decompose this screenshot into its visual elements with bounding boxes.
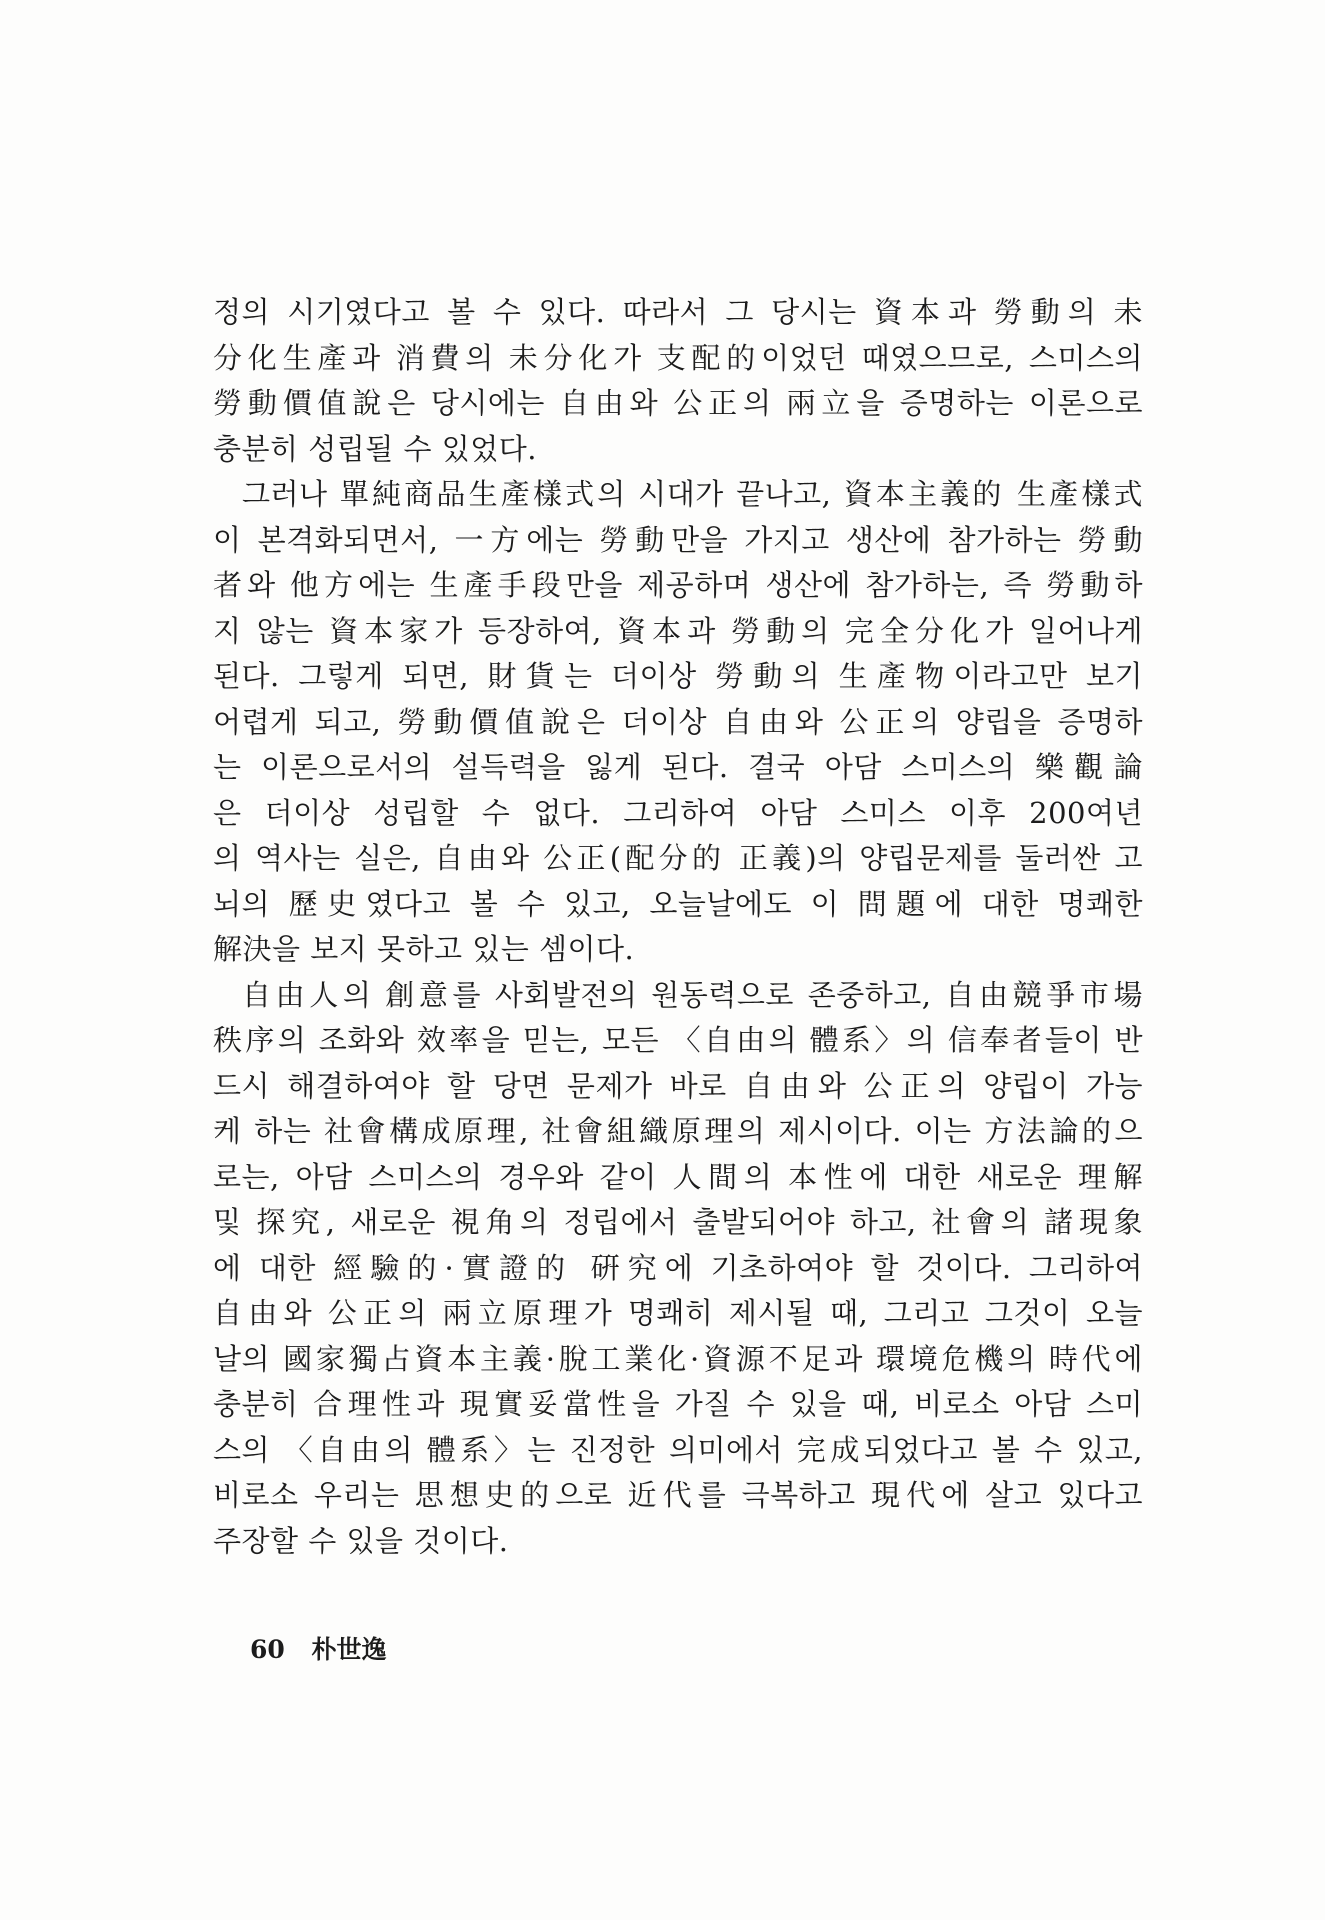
text-line: 비로소 우리는 思想史的으로 近代를 극복하고 現代에 살고 있다고 [213, 1478, 1143, 1512]
text-line: 주장할 수 있을 것이다. [213, 1523, 509, 1558]
text-line: 自由人의 創意를 사회발전의 원동력으로 존중하고, 自由競爭市場 [242, 977, 1143, 1012]
text-line: 勞動價值說은 당시에는 自由와 公正의 兩立을 증명하는 이론으로 [213, 386, 1143, 420]
text-line: 解決을 보지 못하고 있는 셈이다. [213, 932, 635, 966]
text-line: 어렵게 되고, 勞動價值說은 더이상 自由와 公正의 양립을 증명하 [213, 704, 1143, 739]
text-line: 者와 他方에는 生產手段만을 제공하며 생산에 참가하는, 즉 勞動하 [213, 568, 1143, 602]
author-name: 朴世逸 [311, 1635, 387, 1664]
text-line: 및 探究, 새로운 視角의 정립에서 출발되어야 하고, 社會의 諸現象 [213, 1205, 1143, 1239]
text-line: 는 이론으로서의 설득력을 잃게 된다. 결국 아담 스미스의 樂觀論 [213, 750, 1143, 784]
text-line: 정의 시기였다고 볼 수 있다. 따라서 그 당시는 資本과 勞動의 未 [213, 295, 1143, 329]
text-line: 의 역사는 실은, 自由와 公正(配分的 正義)의 양립문제를 둘러싼 고 [213, 841, 1143, 875]
page-number: 60 [250, 1635, 285, 1664]
text-line: 날의 國家獨占資本主義·脫工業化·資源不足과 環境危機의 時代에 [213, 1341, 1143, 1376]
text-line: 스의 〈自由의 體系〉는 진정한 의미에서 完成되었다고 볼 수 있고, [213, 1432, 1143, 1467]
text-line: 은 더이상 성립할 수 없다. 그리하여 아담 스미스 이후 200여년 [213, 795, 1143, 830]
text-line: 뇌의 歷史였다고 볼 수 있고, 오늘날에도 이 問題에 대한 명쾌한 [213, 886, 1143, 921]
text-line: 지 않는 資本家가 등장하여, 資本과 勞動의 完全分化가 일어나게 [213, 613, 1143, 648]
text-line: 自由와 公正의 兩立原理가 명쾌히 제시될 때, 그리고 그것이 오늘 [213, 1296, 1143, 1330]
text-line: 이 본격화되면서, 一方에는 勞動만을 가지고 생산에 참가하는 勞動 [213, 522, 1143, 557]
text-line: 드시 해결하여야 할 당면 문제가 바로 自由와 公正의 양립이 가능 [213, 1068, 1143, 1103]
text-line: 分化生產과 消費의 未分化가 支配的이었던 때였으므로, 스미스의 [213, 340, 1143, 375]
text-line: 충분히 성립될 수 있었다. [213, 431, 538, 466]
text-line: 秩序의 조화와 效率을 믿는, 모든 〈自由의 體系〉의 信奉者들이 반 [213, 1023, 1143, 1057]
body-text [213, 290, 1143, 1564]
text-line: 된다. 그렇게 되면, 財貨는 더이상 勞動의 生產物이라고만 보기 [213, 659, 1143, 693]
text-line: 케 하는 社會構成原理, 社會組織原理의 제시이다. 이는 方法論的으 [213, 1114, 1143, 1148]
page-footer [250, 1630, 387, 1666]
text-line: 충분히 合理性과 現實妥當性을 가질 수 있을 때, 비로소 아담 스미 [213, 1387, 1143, 1421]
text-line: 에 대한 經驗的·實證的 硏究에 기초하여야 할 것이다. 그리하여 [213, 1250, 1143, 1285]
text-line: 로는, 아담 스미스의 경우와 같이 人間의 本性에 대한 새로운 理解 [213, 1159, 1143, 1194]
text-line: 그러나 單純商品生產樣式의 시대가 끝나고, 資本主義的 生產樣式 [242, 477, 1143, 511]
